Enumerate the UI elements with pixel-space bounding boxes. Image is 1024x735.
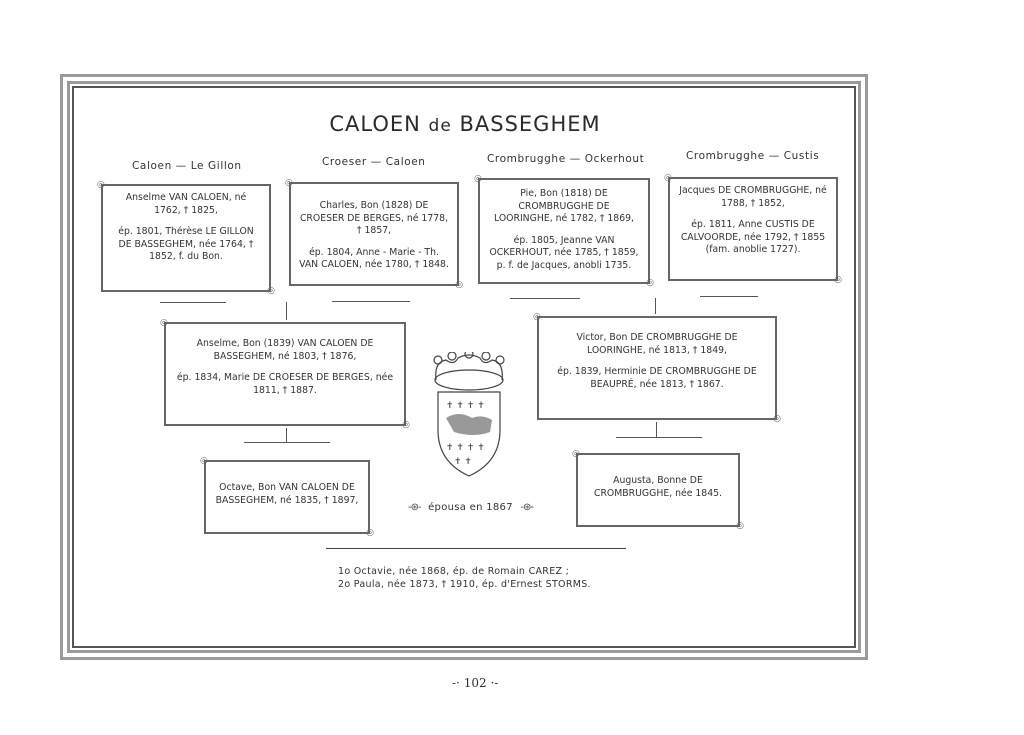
child-1: 1o Octavie, née 1868, ép. de Romain CAREZ ; — [338, 566, 570, 577]
ornament-icon: ·- — [490, 676, 499, 690]
connector — [700, 296, 758, 297]
box-crombrugghe-custis — [668, 177, 838, 281]
box-crombrugghe-custis-line1: ◎ Jacques DE CROMBRUGGHE, né 1788, † 1852, — [679, 185, 827, 209]
ornament-icon: -⊛- — [520, 502, 533, 513]
children-rule — [326, 548, 626, 549]
box-anselme-basseghem-line1: ◎ Anselme, Bon (1839) VAN CALOEN DE BASSEGHEM, né 1803, † 1876, — [196, 338, 374, 362]
heading-croeser-caloen: Croeser — Caloen — [322, 156, 426, 168]
page-title — [0, 112, 930, 136]
box-croeser-caloen-line1: ◎ Charles, Bon (1828) DE CROESER DE BERGES, né 1778, † 1857, — [299, 200, 449, 236]
children-list — [338, 566, 591, 591]
svg-text:✝ ✝ ✝ ✝: ✝ ✝ ✝ ✝ — [446, 443, 485, 453]
box-croeser-caloen-line2: ép. 1804, Anne - Marie - Th. VAN CALOEN, née 1780, † 1848. — [299, 246, 449, 270]
box-anselme-basseghem-line2: ép. 1834, Marie DE CROESER DE BERGES, née 1811, † 1887. — [176, 372, 394, 396]
ornament-icon: -⊛- — [408, 502, 421, 513]
box-crombrugghe-ockerhout-line2: ép. 1805, Jeanne VAN OCKERHOUT, née 1785, † 1859, p. f. de Jacques, anobli 1735. — [489, 234, 639, 271]
box-caloen-le-gillon-line2: ép. 1801, Thérèse LE GILLON DE BASSEGHEM, née 1764, † 1852, f. du Bon. — [118, 226, 254, 262]
title-main: CALOEN — [329, 112, 421, 136]
ornament-icon: -· — [452, 676, 460, 690]
box-augusta-crombrugghe — [576, 453, 740, 527]
married-text: épousa en 1867 — [428, 502, 513, 513]
box-octave-caloen — [204, 460, 370, 534]
page-number — [452, 676, 498, 690]
connector-stem — [286, 302, 287, 320]
connector-stem — [286, 428, 287, 442]
box-victor-crombrugghe-line1: ◎ Victor, Bon DE CROMBRUGGHE DE LOORINGHE, né 1813, † 1849, — [576, 332, 738, 356]
box-crombrugghe-custis-line2: ép. 1811, Anne CUSTIS DE CALVOORDE, née 1792, † 1855 (fam. anoblie 1727). — [680, 219, 826, 255]
connector — [616, 437, 702, 438]
heading-caloen-le-gillon: Caloen — Le Gillon — [132, 160, 242, 172]
svg-text:✝ ✝ ✝ ✝: ✝ ✝ ✝ ✝ — [446, 401, 485, 411]
connector — [160, 302, 226, 303]
box-octave-caloen-line1: ◎ Octave, Bon VAN CALOEN DE BASSEGHEM, né 1835, † 1897, — [215, 482, 359, 506]
connector — [510, 298, 580, 299]
box-crombrugghe-ockerhout-line1: ◎ Pie, Bon (1818) DE CROMBRUGGHE DE LOORINGHE, né 1782, † 1869, — [494, 188, 634, 224]
box-caloen-le-gillon — [101, 184, 271, 292]
connector-stem — [655, 298, 656, 314]
heading-crombrugghe-ockerhout: Crombrugghe — Ockerhout — [487, 153, 645, 165]
box-victor-crombrugghe-line2: ép. 1839, Herminie DE CROMBRUGGHE DE BEAUPRÉ, née 1813, † 1867. — [557, 366, 757, 390]
title-de: de — [428, 116, 452, 136]
box-croeser-caloen — [289, 182, 459, 286]
box-anselme-basseghem — [164, 322, 406, 426]
title-rest: BASSEGHEM — [459, 112, 601, 136]
box-crombrugghe-ockerhout — [478, 178, 650, 284]
box-augusta-crombrugghe-line1: ◎ Augusta, Bonne DE CROMBRUGGHE, née 1845. — [593, 475, 723, 499]
page-number-value: 102 — [463, 676, 487, 690]
svg-text:✝ ✝: ✝ ✝ — [454, 457, 472, 467]
heading-crombrugghe-custis: Crombrugghe — Custis — [686, 150, 820, 162]
box-caloen-le-gillon-line1: ◎ Anselme VAN CALOEN, né 1762, † 1825, — [125, 192, 247, 216]
married-note — [408, 502, 533, 513]
connector-stem — [656, 422, 657, 437]
connector — [244, 442, 330, 443]
connector — [332, 301, 410, 302]
box-victor-crombrugghe — [537, 316, 777, 420]
child-2: 2o Paula, née 1873, † 1910, ép. d'Ernest STORMS. — [338, 578, 591, 590]
coat-of-arms-icon — [424, 352, 514, 482]
